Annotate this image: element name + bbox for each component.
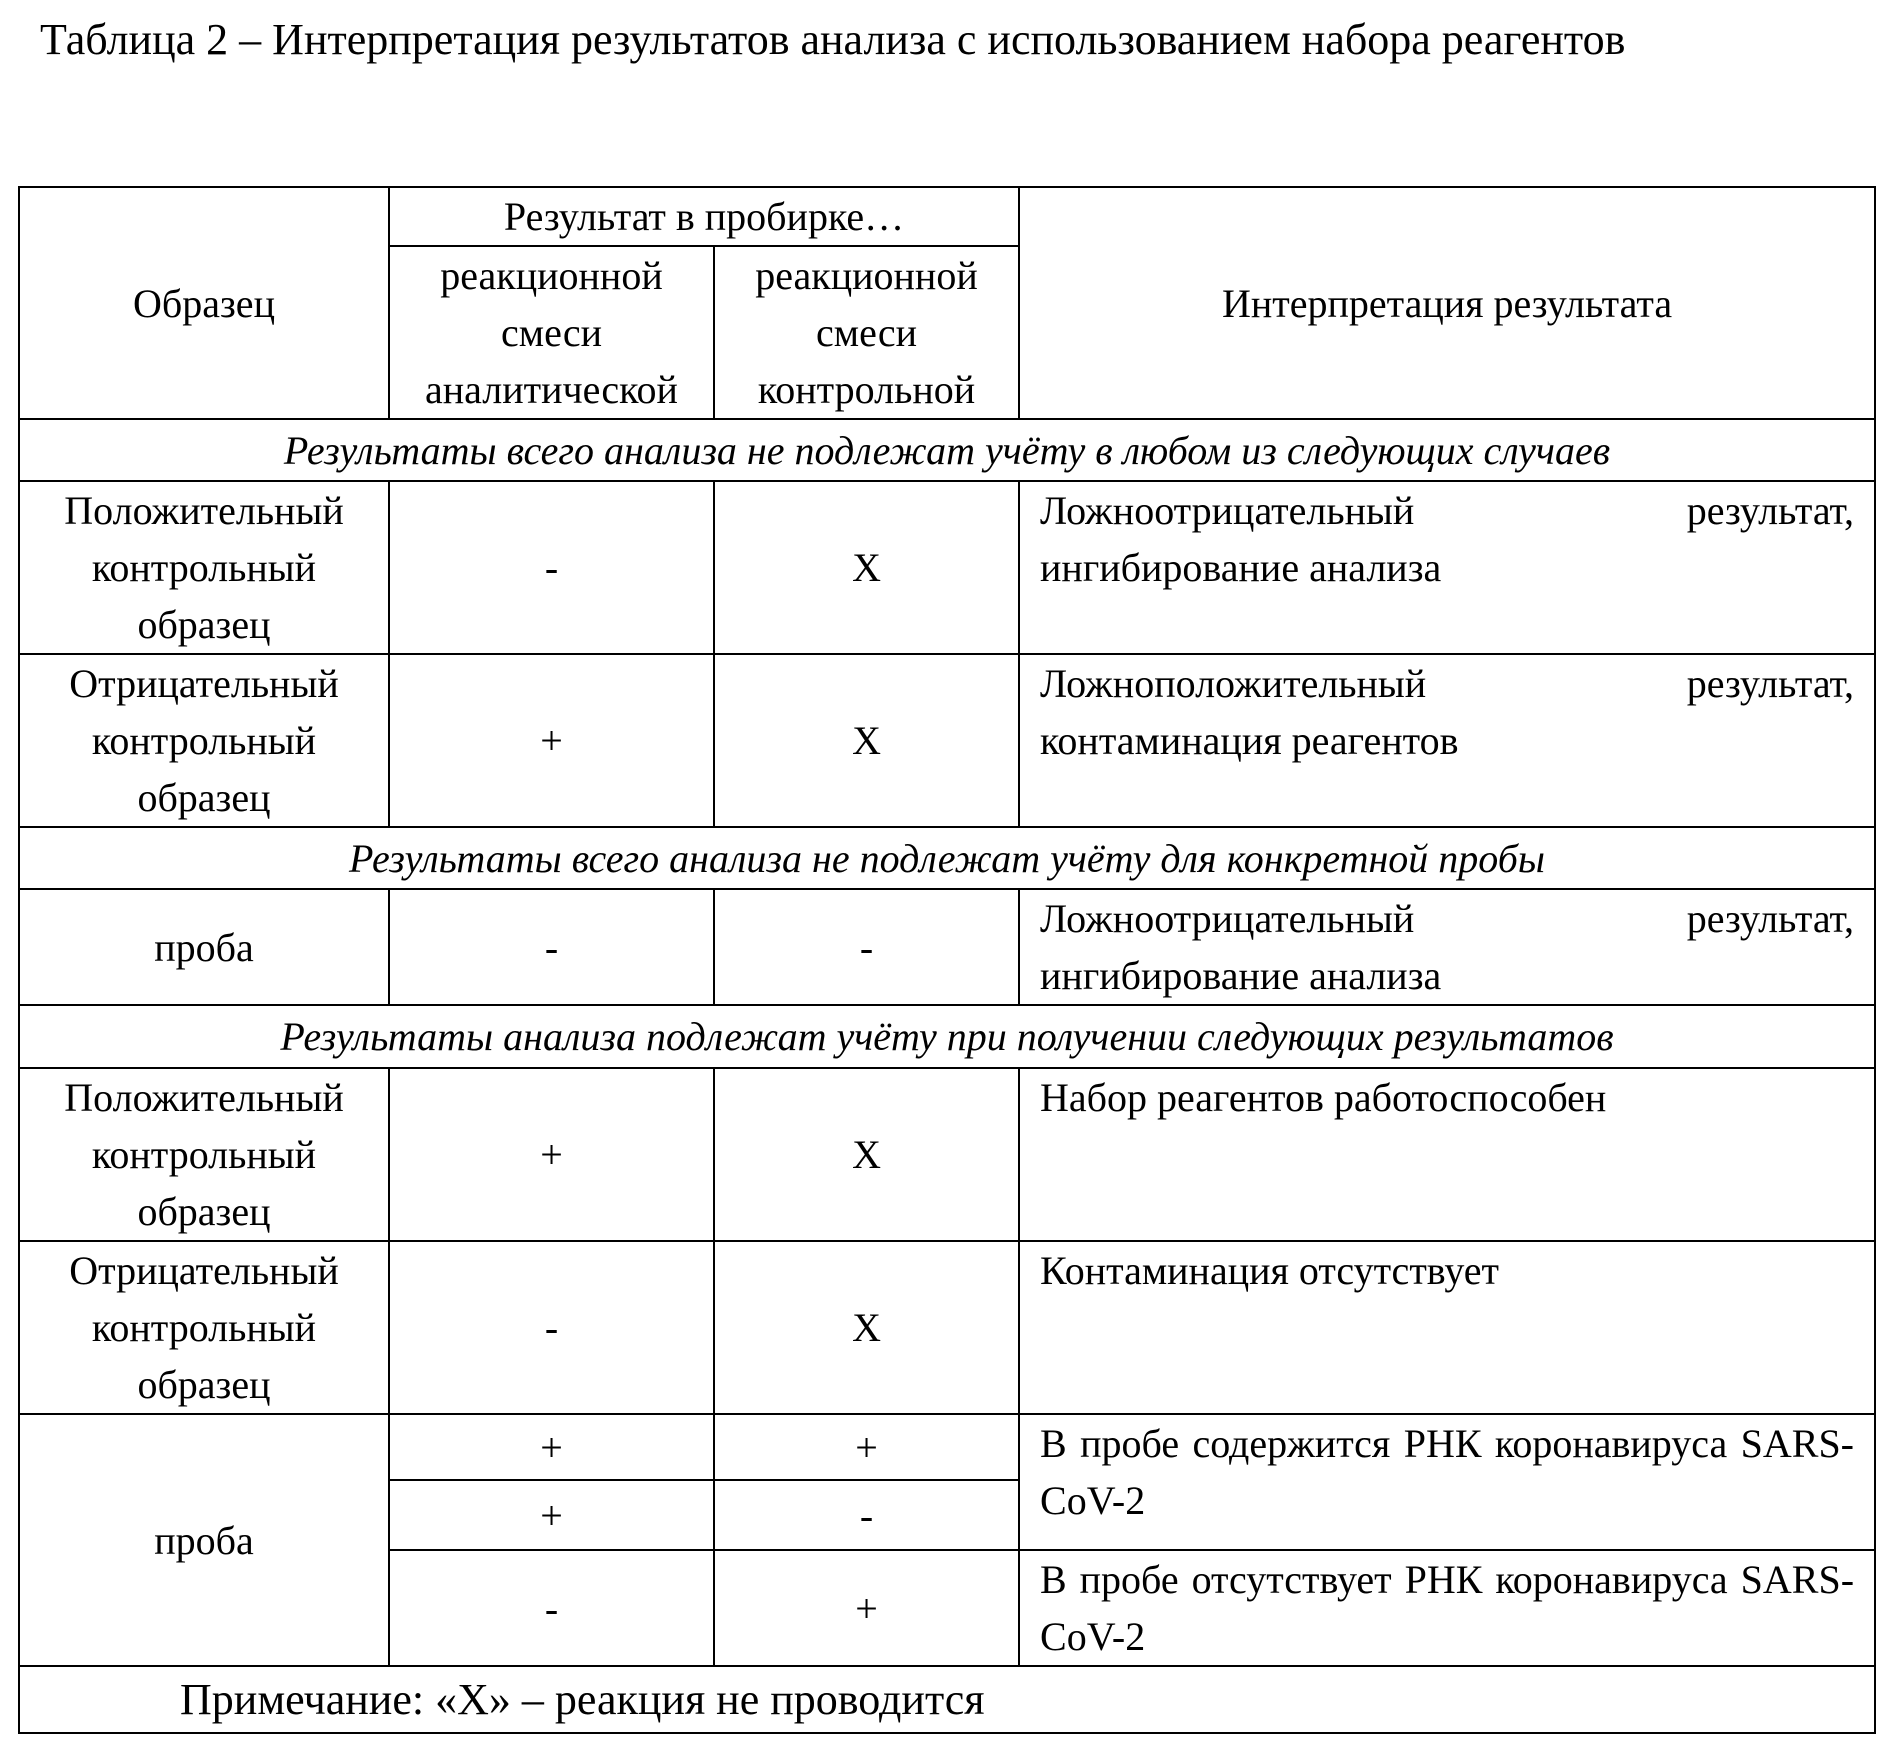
cell-sample: проба — [19, 1414, 389, 1666]
cell-control: + — [714, 1550, 1019, 1666]
cell-analytic: - — [389, 481, 714, 654]
cell-control: X — [714, 654, 1019, 827]
cell-interpretation: Набор реагентов работоспособен — [1019, 1068, 1875, 1241]
table-note: Примечание: «Х» – реакция не проводится — [19, 1666, 1875, 1733]
header-interpretation: Интерпретация результата — [1019, 187, 1875, 419]
cell-analytic: - — [389, 889, 714, 1005]
cell-control: - — [714, 889, 1019, 1005]
cell-analytic: + — [389, 1480, 714, 1550]
section-title: Результаты всего анализа не подлежат учёту в любом из следующих случаев — [19, 419, 1875, 481]
cell-analytic: + — [389, 1414, 714, 1480]
table-row — [19, 1414, 1875, 1480]
cell-interpretation: Ложноотрицательный результат, ингибирование анализа — [1019, 889, 1875, 1005]
cell-interpretation: Контаминация отсутствует — [1019, 1241, 1875, 1414]
cell-interpretation: В пробе отсутствует РНК коронавируса SARS-CoV-2 — [1019, 1550, 1875, 1666]
header-analytic: реакционной смеси аналитической — [389, 246, 714, 419]
section-row — [19, 827, 1875, 889]
interpretation-table — [18, 186, 1876, 1734]
cell-analytic: + — [389, 654, 714, 827]
table-row — [19, 481, 1875, 654]
table-row — [19, 1068, 1875, 1241]
header-sample: Образец — [19, 187, 389, 419]
table-row — [19, 889, 1875, 1005]
cell-sample: Отрицательный контрольный образец — [19, 654, 389, 827]
cell-control: X — [714, 481, 1019, 654]
cell-interpretation: Ложноположительный результат, контаминация реагентов — [1019, 654, 1875, 827]
cell-sample: проба — [19, 889, 389, 1005]
table-caption: Таблица 2 – Интерпретация результатов анализа с использованием набора реагентов — [40, 4, 1870, 76]
section-row — [19, 419, 1875, 481]
section-row — [19, 1005, 1875, 1068]
section-title: Результаты всего анализа не подлежат учёту для конкретной пробы — [19, 827, 1875, 889]
header-row-1 — [19, 187, 1875, 246]
section-title: Результаты анализа подлежат учёту при получении следующих результатов — [19, 1005, 1875, 1068]
cell-analytic: - — [389, 1550, 714, 1666]
cell-control: X — [714, 1068, 1019, 1241]
cell-sample: Положительный контрольный образец — [19, 1068, 389, 1241]
header-control: реакционной смеси контрольной — [714, 246, 1019, 419]
cell-analytic: - — [389, 1241, 714, 1414]
note-row — [19, 1666, 1875, 1733]
table-row — [19, 654, 1875, 827]
cell-interpretation: Ложноотрицательный результат, ингибирование анализа — [1019, 481, 1875, 654]
table-row — [19, 1241, 1875, 1414]
cell-control: X — [714, 1241, 1019, 1414]
cell-interpretation: В пробе содержится РНК коронавируса SARS-CoV-2 — [1019, 1414, 1875, 1550]
header-result-group: Результат в пробирке… — [389, 187, 1019, 246]
cell-control: - — [714, 1480, 1019, 1550]
cell-control: + — [714, 1414, 1019, 1480]
cell-sample: Положительный контрольный образец — [19, 481, 389, 654]
cell-analytic: + — [389, 1068, 714, 1241]
cell-sample: Отрицательный контрольный образец — [19, 1241, 389, 1414]
